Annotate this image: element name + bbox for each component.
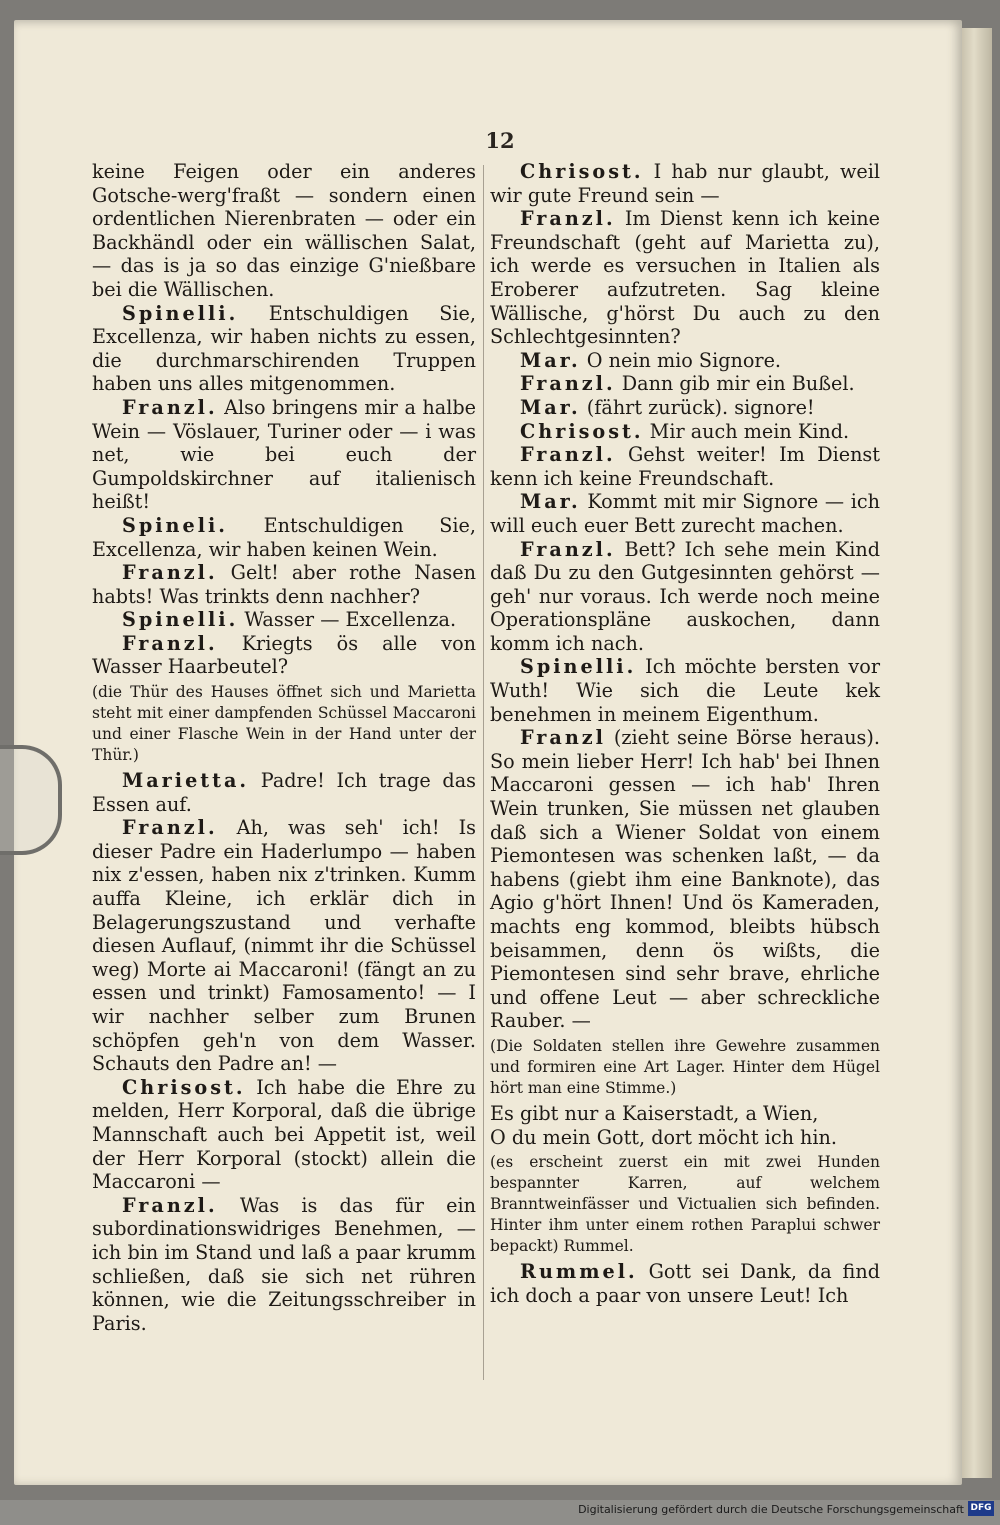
speaker-name: Spinelli. [122,608,239,632]
speaker-name: Franzl. [520,372,616,396]
speech-line [92,514,476,561]
speech-text: Wasser — Excellenza. [238,608,457,632]
speaker-name: Rummel. [520,1260,638,1284]
speech-line [490,1260,880,1307]
speech-text: (zieht seine Börse heraus). So mein lieber Herr! Ich hab' bei Ihnen Maccaroni gessen — ich hab' Ihren Wein trunken, Sie müssen net glauben daß sich a Wiener Soldat von einem Piemontesen was schenken laßt, — da habens (giebt ihm eine Banknote), das Agio g'hört Ihnen! Und ös Kameraden, machts eng kommod, bleibts hübsch beisammen, denn ös wißts, die Piemontesen sind sehr brave, ehrliche und offene Leut — aber schreckliche Rauber. — [490,726,880,1033]
speaker-name: Franzl [520,726,606,750]
speech-line [490,538,880,656]
verse-line: Es gibt nur a Kaiserstadt, a Wien, [490,1101,819,1125]
speaker-name: Franzl. [122,395,218,419]
speech-text: Was is das für ein subordinationswidriges Benehmen, — ich bin im Stand und laß a paar krumm schließen, daß sie sich net rühren können, wie die Zeitungsschreiber in Paris. [92,1193,476,1335]
speech-text: Gott sei Dank, da find ich doch a paar von unsere Leut! Ich [490,1260,880,1307]
speaker-name: Marietta. [122,769,250,793]
speech-line [92,608,476,632]
scan-clip [0,745,62,855]
dfg-logo: DFG [968,1501,994,1516]
speech-line [92,1194,476,1336]
speech-text: Bett? Ich sehe mein Kind daß Du zu den Gutgesinnten gehörst — geh' nur voraus. Ich werde noch meine Operationspläne auskochen, dann komm ich nach. [490,537,880,655]
speaker-name: Spineli. [122,513,228,537]
speech-text: O nein mio Signore. [580,348,782,372]
speaker-name: Spinelli. [520,655,637,679]
left-column [92,160,476,1335]
speech-line [490,372,880,396]
speech-text: Kommt mit mir Signore — ich will euch euer Bett zurecht machen. [490,490,880,537]
speech-text: Dann gib mir ein Bußel. [615,372,855,396]
speaker-name: Spinelli. [122,301,239,325]
column-divider [483,165,484,1380]
speech-text: Ah, was seh' ich! Is dieser Padre ein Haderlumpo — haben nix z'essen, haben nix z'trinken. Kumm auffa Kleine, ich erklär dich in Belagerungszustand und verhafte diesen Auflauf, (nimmt ihr die Schüssel weg) Morte ai Maccaroni! (fängt an zu essen und trinkt) Famosamento! — I wir nachher selber zum Brunen schöpfen geh'n von dem Wasser. Schauts den Padre an! — [92,816,476,1076]
speaker-name: Franzl. [122,1193,218,1217]
speech-line [92,1076,476,1194]
speech-line [92,632,476,679]
verse-line: O du mein Gott, dort möcht ich hin. [490,1125,837,1149]
speech-line [92,302,476,396]
speech-text: Also bringens mir a halbe Wein — Vöslauer, Turiner oder — i was net, wie bei euch der Gumpoldskirchner auf italienisch heißt! [92,395,476,514]
stage-direction: (es erscheint zuerst ein mit zwei Hunden bespannter Karren, auf welchem Branntweinfässer und Victualien sich befinden. Hinter ihm unter einem rothen Paraplui schwer bepackt) Rummel. [490,1153,880,1256]
speech-line [490,443,880,490]
speaker-name: Mar. [520,348,581,372]
text-paragraph: keine Feigen oder ein anderes Gotsche-werg'fraßt — sondern einen ordentlichen Nierenbraten — oder ein Backhändl oder ein wällischen Salat, — das is ja so das einzige G'nießbare bei die Wällischen. [92,160,476,301]
speaker-name: Franzl. [122,631,218,655]
speaker-name: Chrisost. [520,419,644,443]
speech-line [490,349,880,373]
stage-direction: (die Thür des Hauses öffnet sich und Marietta steht mit einer dampfenden Schüssel Maccaroni und einer Flasche Wein in der Hand unter der Thür.) [92,683,476,765]
speech-line [490,396,880,420]
stage-direction: (Die Soldaten stellen ihre Gewehre zusammen und formiren eine Art Lager. Hinter dem Hügel hört man eine Stimme.) [490,1036,880,1097]
speech-text: Kriegts ös alle von Wasser Haarbeutel? [92,631,476,679]
speech-text: (fährt zurück). signore! [580,395,815,419]
speaker-name: Mar. [520,490,581,514]
speaker-name: Franzl. [122,816,218,840]
speech-line [92,396,476,514]
speech-text: Gehst weiter! Im Dienst kenn ich keine Freundschaft. [490,443,880,490]
speech-text: Entschuldigen Sie, Excellenza, wir haben keinen Wein. [92,513,476,561]
speech-line [490,160,880,207]
speech-text: Padre! Ich trage das Essen auf. [92,769,476,816]
speaker-name: Franzl. [520,443,616,467]
speech-text: Ich habe die Ehre zu melden, Herr Korporal, daß die übrige Mannschaft auch bei Appetit ist, weil der Herr Korporal (stockt) allein die Maccaroni — [92,1075,476,1194]
speech-line [490,655,880,726]
right-column [490,160,880,1307]
speech-line [490,490,880,537]
speech-line [92,816,476,1076]
speech-text: I hab nur glaubt, weil wir gute Freund sein — [490,160,880,207]
speaker-name: Franzl. [520,537,616,561]
speech-text: Entschuldigen Sie, Excellenza, wir haben nichts zu essen, die durchmarschirenden Truppen haben uns alles mitgenommen. [92,301,476,396]
speech-line [490,207,880,349]
speaker-name: Mar. [520,395,581,419]
speaker-name: Chrisost. [122,1075,246,1099]
page-number: 12 [485,128,515,153]
speech-line [92,769,476,816]
speech-line [490,420,880,444]
speech-text: Im Dienst kenn ich keine Freundschaft (geht auf Marietta zu), ich werde es versuchen in Italien als Eroberer aufzutreten. Sag kleine Wällische, g'hörst Du auch zu den Schlechtgesinnten? [490,207,880,349]
page-edge [962,28,992,1478]
speaker-name: Franzl. [520,207,616,231]
speech-text: Mir auch mein Kind. [643,419,850,443]
speech-line [92,561,476,608]
speech-line [490,726,880,1033]
speech-text: Ich möchte bersten vor Wuth! Wie sich die Leute kek benehmen in meinem Eigenthum. [490,655,880,726]
speaker-name: Chrisost. [520,160,644,183]
speaker-name: Franzl. [122,561,218,585]
digitization-credit: Digitalisierung gefördert durch die Deutsche Forschungsgemeinschaft [578,1503,964,1516]
speech-text: Gelt! aber rothe Nasen habts! Was trinkts denn nachher? [92,561,476,608]
